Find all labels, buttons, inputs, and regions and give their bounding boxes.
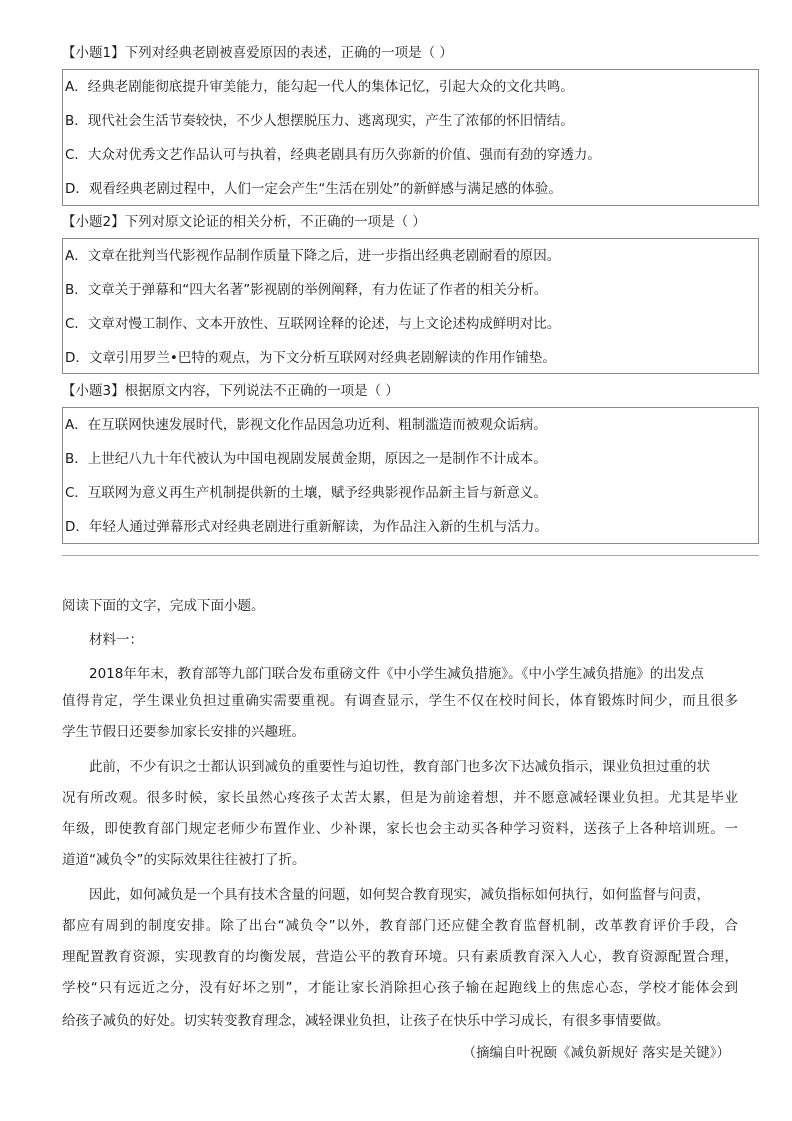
question-2-option-c[interactable]: C．文章对慢工制作、文本开放性、互联网诠释的论述，与上文论述构成鲜明对比。 — [65, 316, 561, 332]
paragraph-1-line-2: 值得肯定，学生课业负担过重确实需要重视。有调查显示，学生不仅在校时间长，体育锻炼时间少，而且很多 — [62, 693, 738, 709]
question-1-option-d[interactable]: D．观看经典老剧过程中，人们一定会产生“生活在别处”的新鲜感与满足感的体验。 — [65, 181, 562, 197]
question-3-option-b[interactable]: B．上世纪八九十年代被认为中国电视剧发展黄金期，原因之一是制作不计成本。 — [65, 451, 547, 467]
question-2-options — [62, 238, 759, 374]
paragraph-3-line-5: 给孩子减负的好处。切实转变教育理念，减轻课业负担，让孩子在快乐中学习成长，有很多事情要做。 — [62, 1013, 670, 1029]
question-2-option-a[interactable]: A．文章在批判当代影视作品制作质量下降之后，进一步指出经典老剧耐看的原因。 — [65, 248, 561, 264]
question-3-options — [62, 407, 759, 544]
question-2-option-d[interactable]: D．文章引用罗兰•巴特的观点，为下文分析互联网对经典老剧解读的作用作铺垫。 — [65, 350, 556, 366]
paragraph-2-line-3: 年级，即使教育部门规定老师少布置作业、少补课，家长也会主动买各种学习资料，送孩子上各种培训班。一 — [62, 821, 738, 837]
question-3-option-a[interactable]: A．在互联网快速发展时代，影视文化作品因急功近利、粗制滥造而被观众诟病。 — [65, 417, 547, 433]
question-1-option-b[interactable]: B．现代社会生活节奏较快，不少人想摆脱压力、逃离现实，产生了浓郁的怀旧情结。 — [65, 113, 574, 129]
question-1-option-c[interactable]: C．大众对优秀文艺作品认可与执着，经典老剧具有历久弥新的价值、强而有劲的穿透力。 — [65, 147, 601, 163]
paragraph-3-line-4: 学校“只有远近之分，没有好坏之别”，才能让家长消除担心孩子输在起跑线上的焦虑心态，学校才能体会到 — [62, 980, 738, 996]
material-label: 材料一： — [89, 632, 143, 648]
question-2-title: 【小题2】下列对原文论证的相关分析，不正确的一项是（ ） — [62, 214, 426, 230]
paragraph-3-line-2: 都应有周到的制度安排。除了出台“减负令”以外，教育部门还应健全教育监督机制，改革教育评价手段，合 — [62, 918, 738, 934]
source-citation: （摘编自叶祝颐《减负新规好 落实是关键》） — [462, 1045, 730, 1061]
paragraph-3-line-3: 理配置教育资源，实现教育的均衡发展，营造公平的教育环境。只有素质教育深入人心，教育资源配置合理， — [62, 949, 738, 965]
paragraph-2-line-1: 此前，不少有识之士都认识到减负的重要性与迫切性，教育部门也多次下达减负指示，课业负担过重的状 — [89, 759, 710, 775]
question-1-options — [62, 69, 759, 206]
paragraph-1-line-1: 2018年年末，教育部等九部门联合发布重磅文件《中小学生减负措施》。《中小学生减负措施》的出发点 — [89, 666, 704, 682]
paragraph-2-line-2: 况有所改观。很多时候，家长虽然心疼孩子太苦太累，但是为前途着想，并不愿意减轻课业负担。尤其是毕业 — [62, 790, 738, 806]
question-2-option-b[interactable]: B．文章关于弹幕和“四大名著”影视剧的举例阐释，有力佐证了作者的相关分析。 — [65, 282, 548, 298]
question-3-title: 【小题3】根据原文内容，下列说法不正确的一项是（ ） — [62, 383, 399, 399]
reading-instruction: 阅读下面的文字，完成下面小题。 — [62, 598, 265, 614]
paragraph-3-line-1: 因此，如何减负是一个具有技术含量的问题，如何契合教育现实，减负指标如何执行，如何监督与问责， — [89, 887, 710, 903]
question-1-title: 【小题1】下列对经典老剧被喜爱原因的表述，正确的一项是（ ） — [62, 45, 453, 61]
paragraph-2-line-4: 道道“减负令”的实际效果往往被打了折。 — [62, 852, 306, 868]
question-1-option-a[interactable]: A．经典老剧能彻底提升审美能力，能勾起一代人的集体记忆，引起大众的文化共鸣。 — [65, 79, 574, 95]
paragraph-1-line-3: 学生节假日还要参加家长安排的兴趣班。 — [62, 724, 305, 740]
question-3-option-d[interactable]: D．年轻人通过弹幕形式对经典老剧进行重新解读，为作品注入新的生机与活力。 — [65, 519, 548, 535]
question-3-option-c[interactable]: C．互联网为意义再生产机制提供新的土壤，赋予经典影视作品新主旨与新意义。 — [65, 485, 547, 501]
section-divider — [62, 555, 759, 556]
